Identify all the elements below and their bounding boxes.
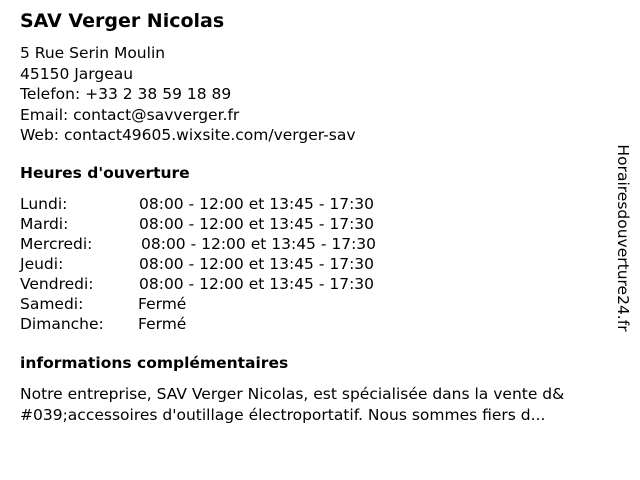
phone-number: Telefon: +33 2 38 59 18 89 [20, 85, 232, 103]
day-label: Mercredi: [20, 235, 93, 253]
street-address: 5 Rue Serin Moulin [20, 44, 166, 62]
time-value: 08:00 - 12:00 et 13:45 - 17:30 [141, 235, 377, 253]
time-value: 08:00 - 12:00 et 13:45 - 17:30 [139, 275, 375, 293]
day-label: Vendredi: [20, 275, 94, 293]
description-line: Notre entreprise, SAV Verger Nicolas, est spécialisée dans la vente d& [20, 385, 565, 403]
time-value: 08:00 - 12:00 et 13:45 - 17:30 [139, 215, 375, 233]
business-description [20, 384, 635, 425]
contact-block [20, 43, 356, 146]
day-label: Mardi: [20, 215, 69, 233]
email-address: Email: contact@savverger.fr [20, 105, 240, 124]
time-value: 08:00 - 12:00 et 13:45 - 17:30 [139, 255, 375, 273]
time-value: 08:00 - 12:00 et 13:45 - 17:30 [139, 195, 375, 213]
time-value: Fermé [138, 315, 187, 333]
site-watermark: Horairesdouverture24.fr [614, 144, 632, 332]
hours-heading: Heures d'ouverture [20, 164, 190, 182]
description-line: #039;accessoires d'outillage électroportatif. Nous sommes fiers d... [20, 405, 546, 424]
day-label: Dimanche: [20, 315, 104, 333]
city-postcode: 45150 Jargeau [20, 64, 134, 83]
day-label: Jeudi: [20, 255, 64, 273]
website-address: Web: contact49605.wixsite.com/verger-sav [20, 126, 356, 144]
business-name: SAV Verger Nicolas [20, 10, 225, 32]
info-heading: informations complémentaires [20, 354, 289, 372]
day-label: Samedi: [20, 295, 84, 313]
day-label: Lundi: [20, 195, 68, 213]
time-value: Fermé [138, 295, 187, 313]
